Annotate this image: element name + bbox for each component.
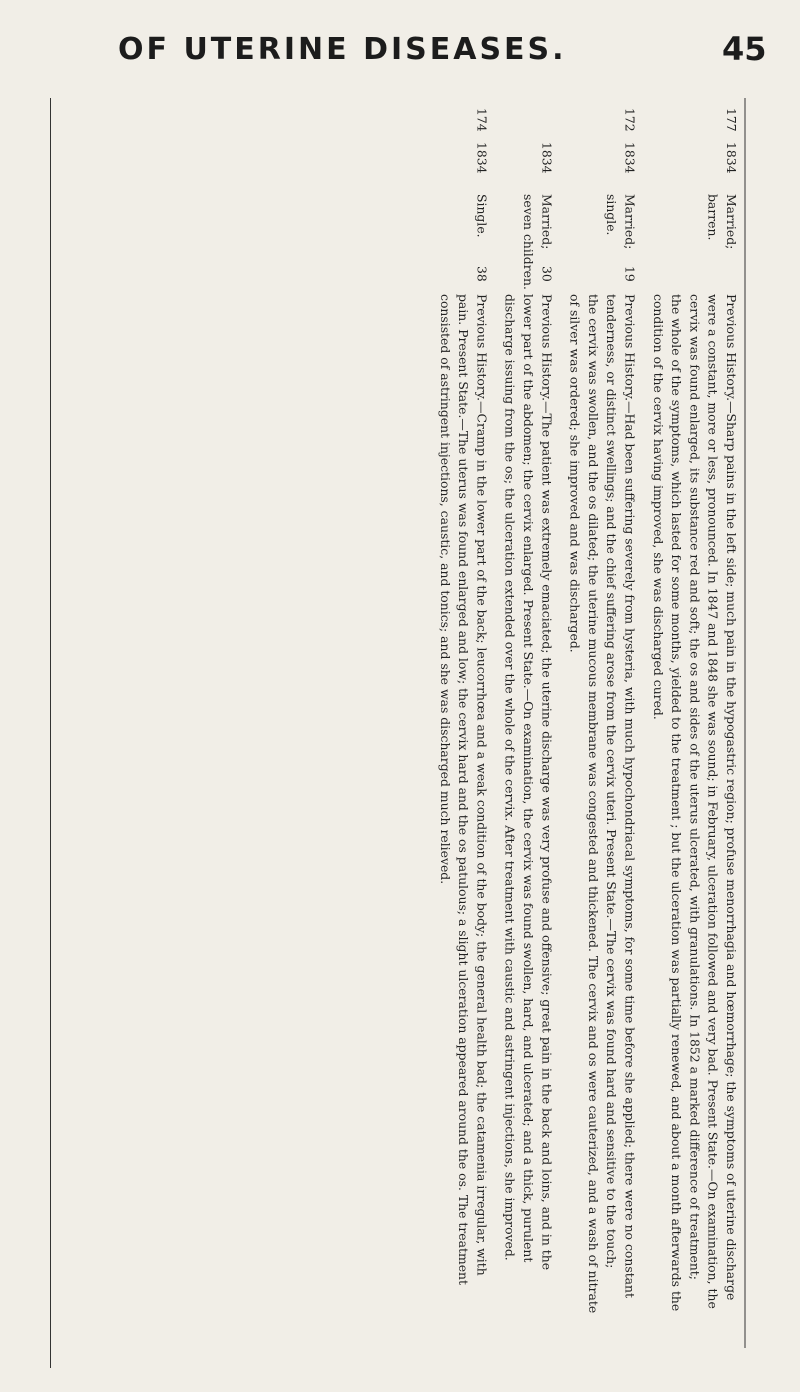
case-status-2: single. (604, 194, 620, 236)
case-text-line: were a constant, more or less, pronounced. In 1847 and 1848 she was sound; in February, ulceration followed and very bad. Present State.—On examination, the (705, 294, 721, 1309)
table-body (438, 98, 745, 1348)
case-status: Married; (622, 194, 638, 250)
case-text-line: condition of the cervix having improved, she was discharged cured. (650, 294, 666, 720)
case-text-line: the whole of the symptoms, which lasted for some months, yielded to the treatment ; but the ulceration was partially renewed, and about a month afterwards the (669, 294, 685, 1312)
case-text-line: Previous History.—Cramp in the lower part of the back; leucorrhœa and a weak condition of the body; the general health bad; the catamenia irregular, with (474, 294, 490, 1276)
case-text-line: of silver was ordered; she improved and was discharged. (567, 294, 583, 653)
case-status: Single. (474, 194, 490, 238)
case-text-line: pain. Present State.—The uterus was found enlarged and low; the cervix hard and the os patulous; a slight ulceration appeared around the os. The treatment (456, 294, 472, 1286)
case-number: 177 (724, 108, 739, 132)
case-status: Married; (539, 194, 555, 250)
case-status-2: barren. (705, 194, 721, 241)
case-year: 1834 (539, 142, 555, 174)
case-text-line: tenderness, or distinct swellings; and the chief suffering arose from the cervix uteri. Present State.—The cervix was found hard and sensitive to the touch; (604, 294, 620, 1269)
case-status: Married; (724, 194, 739, 250)
case-year: 1834 (724, 142, 739, 174)
case-text-line: Previous History.—Sharp pains in the left side; much pain in the hypogastric region; profuse menorrhagia and hœmorrhage; the symptoms of uterine discharge (724, 294, 739, 1301)
case-text-line: Previous History.—The patient was extremely emaciated; the uterine discharge was very profuse and offensive; great pain in the back and loins, and in the (539, 294, 555, 1271)
case-text-line: lower part of the abdomen; the cervix enlarged. Present State.—On examination, the cervix was found swollen, hard, and ulcerated; and a thick, purulent (521, 294, 536, 1263)
case-text-line: discharge issuing from the os; the ulceration extended over the whole of the cervix. After treatment with caustic and astringent injections, she improved. (502, 294, 518, 1261)
case-age: 38 (474, 266, 490, 282)
case-age: 30 (539, 266, 555, 282)
case-number: 174 (474, 108, 490, 132)
case-number: 172 (622, 108, 638, 132)
case-age: 19 (622, 266, 638, 282)
case-table-svg (51, 98, 749, 1368)
case-year: 1834 (622, 142, 638, 174)
rotated-case-table (50, 98, 749, 1368)
case-text-line: Previous History.—Had been suffering severely from hysteria, with much hypochondriacal symptoms, for some time before she applied; there were no constant (622, 294, 638, 1299)
running-title: OF UTERINE DISEASES. (118, 32, 567, 67)
running-head (0, 18, 800, 78)
case-year: 1834 (474, 142, 490, 174)
case-text-line: consisted of astringent injections, caustic, and tonics; and she was discharged much relieved. (437, 294, 453, 885)
page-number: 45 (722, 30, 767, 68)
case-text-line: the cervix was swollen, and the os dilated; the uterine mucous membrane was congested and thickened. The cervix and os were cauterized, and a wash of nitrate (585, 294, 601, 1314)
case-text-line: cervix was found enlarged, its substance red and soft; the os and sides of the uterus ulcerated, with granulations. In 1852 a marked difference of treatment; (687, 294, 703, 1280)
case-status-2: seven children. (521, 194, 536, 290)
